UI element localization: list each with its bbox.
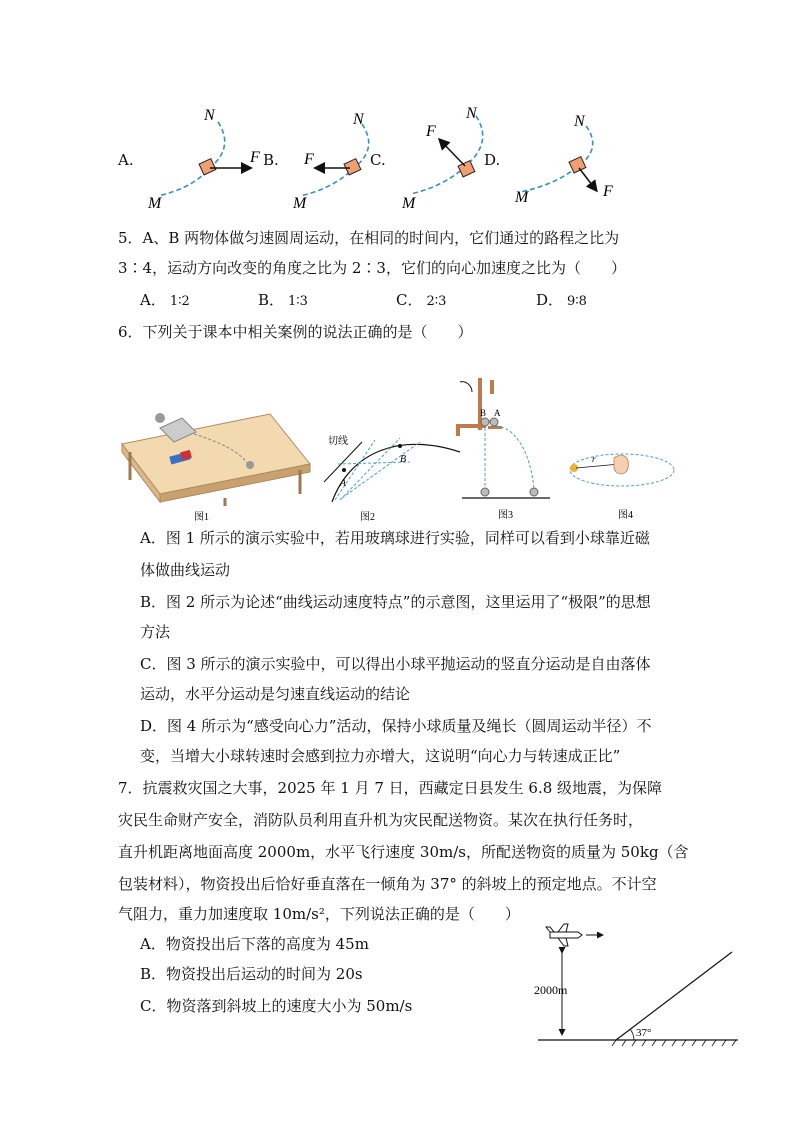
height-label: 2000m — [534, 983, 568, 997]
ground-hatch — [612, 1040, 736, 1046]
option-d-label: D. — [484, 151, 501, 169]
option-b-label: B. — [263, 151, 279, 169]
fig4-caption: 图4 — [618, 510, 633, 521]
q5-option-c-value: 2∶3 — [426, 294, 447, 309]
q5-option-a-label: A． — [140, 291, 166, 309]
fig3-a-label: A — [494, 408, 501, 418]
b-n-label: N — [353, 111, 364, 128]
q7-option-a[interactable]: A．物资投出后下落的高度为 45m — [140, 935, 369, 953]
figure-1-table — [122, 413, 310, 522]
fig1-caption: 图1 — [194, 512, 209, 522]
b-m-label: M — [293, 195, 307, 212]
q5-line2: 3∶4，运动方向改变的角度之比为 2∶3，它们的向心加速度之比为（ ） — [118, 259, 626, 277]
q7-figure-svg — [530, 912, 750, 1052]
diagram-b — [292, 111, 369, 212]
q6-option-d-line1[interactable]: D．图 4 所示为“感受向心力”活动，保持小球质量及绳长（圆周运动半径）不 — [140, 717, 652, 735]
q5-option-a-value: 1∶2 — [169, 294, 190, 309]
q5-option-b[interactable] — [258, 290, 308, 312]
diagram-d — [514, 113, 613, 206]
q7-line3: 直升机距离地面高度 2000m，水平飞行速度 30m/s，所配送物资的质量为 50kg（含 — [118, 843, 689, 861]
q7-option-b[interactable]: B．物资投出后运动的时间为 20s — [140, 965, 363, 983]
q5-option-d-label: D． — [536, 291, 564, 309]
option-a-label: A. — [118, 151, 134, 169]
q6-option-b-line2: 方法 — [140, 623, 171, 641]
q5-option-d-value: 9∶8 — [567, 294, 587, 309]
fig2-a-label: A — [340, 478, 347, 489]
a-m-label: M — [148, 195, 162, 212]
diagram-a — [147, 107, 260, 212]
q5-line1: 5．A、B 两物体做匀速圆周运动，在相同的时间内，它们通过的路程之比为 — [118, 229, 620, 247]
q5-option-c-label: C． — [396, 291, 423, 309]
q7-line2: 灾民生命财产安全，消防队员利用直升机为灾民配送物资。某次在执行任务时， — [118, 811, 644, 829]
q5-option-b-value: 1∶3 — [288, 294, 308, 309]
q4-diagrams-svg — [0, 100, 794, 215]
a-f-label: F — [250, 149, 260, 166]
d-f-label: F — [603, 183, 613, 200]
q7-line5: 气阻力，重力加速度取 10m/s²，下列说法正确的是（ ） — [118, 905, 520, 923]
d-m-label: M — [515, 189, 529, 206]
angle-label: 37° — [636, 1027, 652, 1039]
q5-option-a[interactable] — [140, 290, 190, 312]
diagram-c — [401, 105, 483, 212]
figure-3-apparatus — [456, 378, 550, 521]
q6-figures-svg — [110, 372, 690, 522]
b-f-label: F — [304, 151, 314, 168]
fig2-tangent-label: 切线 — [328, 436, 348, 447]
q6-option-a-line1[interactable]: A．图 1 所示的演示实验中，若用玻璃球进行实验，同样可以看到小球靠近磁 — [140, 529, 650, 547]
q6-option-d-line2: 变，当增大小球转速时会感到拉力亦增大，这说明“向心力与转速成正比” — [140, 747, 621, 765]
c-n-label: N — [466, 105, 477, 122]
q6-stem: 6．下列关于课本中相关案例的说法正确的是（ ） — [118, 323, 473, 341]
q7-line4: 包装材料），物资投出后恰好垂直落在一倾角为 37° 的斜坡上的预定地点。不计空 — [118, 875, 657, 893]
q6-option-c-line2: 运动，水平分运动是匀速直线运动的结论 — [140, 685, 411, 703]
plane-icon — [546, 924, 582, 946]
q5-option-d[interactable] — [536, 290, 587, 312]
d-n-label: N — [574, 113, 585, 130]
a-n-label: N — [204, 107, 215, 124]
fig3-b-label: B — [480, 408, 487, 418]
q6-option-c-line1[interactable]: C．图 3 所示的演示实验中，可以得出小球平抛运动的竖直分运动是自由落体 — [140, 655, 651, 673]
q6-option-b-line1[interactable]: B．图 2 所示为论述“曲线运动速度特点”的示意图，这里运用了“极限”的思想 — [140, 593, 651, 611]
q5-option-b-label: B． — [258, 291, 285, 309]
q7-line1: 7．抗震救灾国之大事，2025 年 1 月 7 日，西藏定日县发生 6.8 级地震，为保障 — [118, 779, 663, 797]
fig4-r-label: r — [592, 454, 596, 464]
fig3-caption: 图3 — [498, 510, 513, 521]
fig2-b-label: B — [400, 454, 407, 465]
q5-option-c[interactable] — [396, 290, 446, 312]
q7-option-c[interactable]: C．物资落到斜坡上的速度大小为 50m/s — [140, 997, 413, 1015]
figure-4-rotation — [570, 454, 674, 521]
option-c-label: C. — [370, 151, 386, 169]
c-f-label: F — [426, 123, 436, 140]
q6-option-a-line2: 体做曲线运动 — [140, 561, 231, 579]
fig2-caption: 图2 — [360, 512, 375, 522]
c-m-label: M — [402, 195, 416, 212]
figure-2-tangent — [324, 434, 460, 522]
